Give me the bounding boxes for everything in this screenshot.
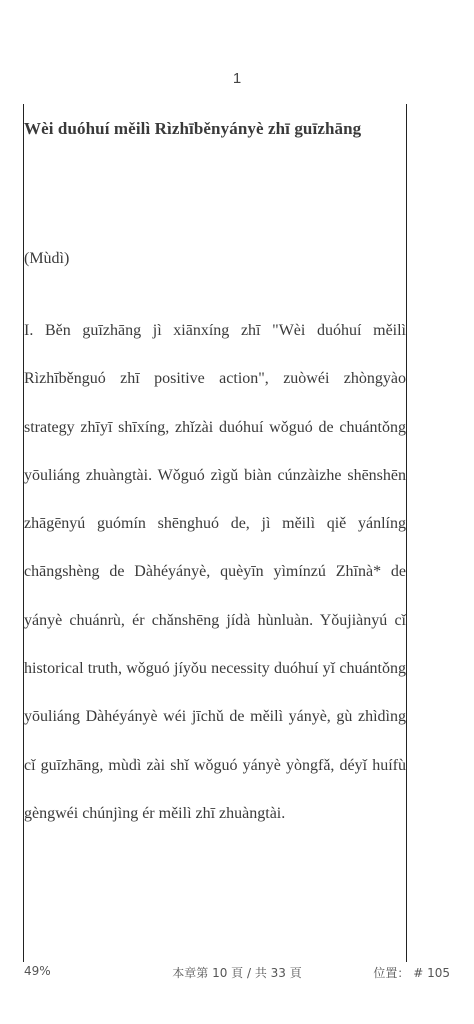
page-number: 1: [232, 70, 242, 87]
body-paragraph: I. Běn guīzhāng jì xiānxíng zhī "Wèi duóhuí měilì Rìzhīběnguó zhī positive action", zuòwéi zhòngyào strategy zhīyī shīxíng, zhǐzài duóhuí wǒguó de chuántǒng yōuliáng zhuàngtài. Wǒguó zìgǔ biàn cúnzàizhe shēnshēn zhāgēnyú guómín shēnghuó de, jì měilì qiě yánlíng chāngshèng de Dàhéyányè, quèyīn yìmínzú Zhīnà* de yányè chuánrù, ér chǎnshēng jídà hùnluàn. Yǒujiànyú cǐ historical truth, wǒguó jíyǒu necessity duóhuí yǐ chuántǒng yōuliáng Dàhéyányè wéi jīchǔ de měilì yányè, gù zhìdìng cǐ guīzhāng, mùdì zài shǐ wǒguó yányè yòngfǎ, déyǐ huífù gèngwéi chúnjìng ér měilì zhī zhuàngtài.: [24, 322, 406, 822]
section-label: (Mùdì): [24, 250, 70, 267]
right-margin-rule: [406, 104, 407, 962]
chapter-title: Wèi duóhuí měilì Rìzhīběnyányè zhī guīzhāng: [24, 119, 362, 138]
location-indicator: 位置： # 105: [373, 966, 450, 980]
reading-progress: 49%: [24, 964, 51, 978]
reader-status-bar: [0, 964, 474, 984]
chapter-page-indicator: 本章第 10 頁 / 共 33 頁: [172, 966, 302, 980]
